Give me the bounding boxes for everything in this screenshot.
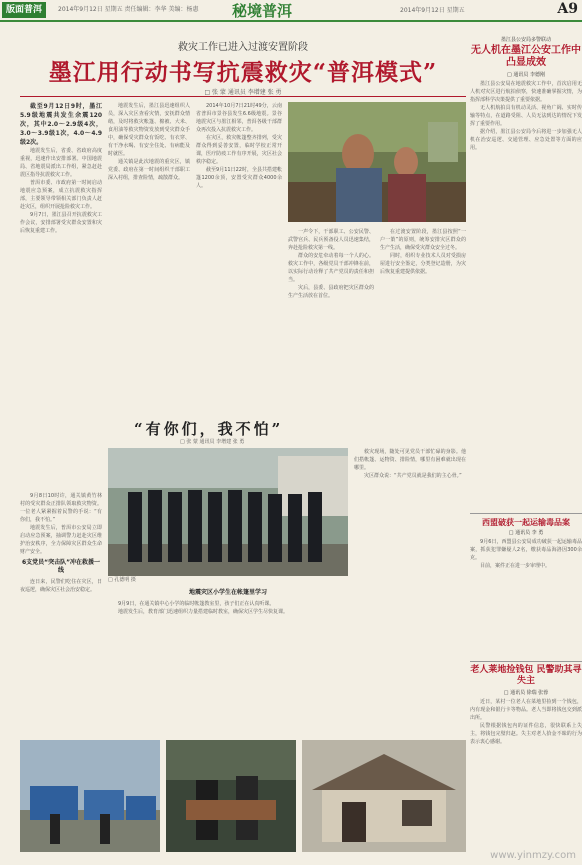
lead-paragraph: 截至9月12日9时，墨江5.9级地震共发生余震120次，其中2.0～2.9级4次，3.0～3.9级1次，4.0～4.9级2次。 (20, 103, 102, 146)
paragraph: 同时，组织专业技术人员对受损房屋进行安全鉴定，分类登记造册，为灾后恢复重建提供依据。 (380, 253, 466, 275)
paragraph: 一声令下，干部职工、公安民警、武警官兵、民兵预备役人员迅速集结，奔赴抢险救灾第一线。 (288, 229, 374, 251)
paragraph: 地震发生后，省委、省政府高度重视，迅速作出安排部署。中国地震局、省地震局派出工作组，紧急赶赴震区指导抗震救灾工作。 (20, 148, 102, 178)
paragraph: 地震发生后，墨江县迅速组织人员，深入灾区查看灾情，安抚群众情绪，及时将救灾帐篷、棉被、大米、食用油等救灾物资发放到受灾群众手中，确保受灾群众有饭吃、有衣穿、有干净水喝、有安全住处、有病能及时就医。 (108, 103, 190, 157)
paragraph: 在过渡安置阶段，墨江县按照“一户一策”的原则，统筹安排灾区群众的生产生活，确保受灾群众安全过冬。 (380, 229, 466, 251)
main-article (20, 24, 466, 865)
paragraph: 灾后，县委、县政府把灾区群众的生产生活放在首位。 (288, 285, 374, 299)
paragraph: 2014年10月7日21时49分，云南省普洱市景谷县发生6.6级地震。景谷地震灾区与墨江相邻，普洱各级干部群众再次投入抗震救灾工作。 (196, 103, 282, 133)
paragraph: 在灾区，救灾帐篷整齐排列，受灾群众得到妥善安置，临时学校正常开课，医疗防疫工作有序开展，灾区社会秩序稳定。 (196, 135, 282, 165)
lower-subhead: 6支党员“突击队”冲在救援一线 (21, 559, 101, 574)
photo-damaged-house (302, 740, 466, 852)
sidebar-text-1 (470, 80, 582, 510)
paragraph: 地震发生后，普洱市公安局立即启动应急预案，抽调警力赶赴灾区维护治安秩序，全力保障灾区群众生命财产安全。 (20, 525, 102, 555)
sidebar-divider (470, 661, 582, 662)
column-title: 秘境普洱 (232, 2, 293, 20)
paragraph: 民警根据钱包内的证件信息，很快联系上失主，将钱包完璧归赵。失主对老人拾金不昧的行为表示衷心感谢。 (470, 723, 582, 745)
paragraph: 群众的安危牵动着每一个人的心。救灾工作中，各级党员干部冲锋在前，以实际行动诠释了共产党员的责任和担当。 (288, 253, 374, 283)
photo-police-lineup (108, 448, 348, 576)
secondary-byline: □ 张 蒙 通讯员 李增建 张 勇 (180, 439, 245, 445)
paragraph: 截至9月11日22时，全县共搭建帐篷1200余顶，安置受灾群众4000余人。 (196, 167, 282, 189)
paragraph: 9月7日，墨江县召开抗震救灾工作会议，安排部署受灾群众安置和灾后恢复重建工作。 (20, 212, 102, 234)
lower-right-subhead: 地震灾区小学生在帐篷里学习 (188, 589, 267, 596)
text-column-2 (108, 102, 190, 432)
paragraph: 9月6日，西盟县公安局成功破获一起运输毒品案，抓获犯罪嫌疑人2名，缴获毒品海洛因300余克。 (470, 539, 582, 561)
sidebar-byline-3: □ 通讯员 徐瑞 张蓉 (503, 690, 549, 696)
article-byline: □ 张 蒙 通讯员 李增建 张 勇 (204, 89, 282, 96)
sidebar-text-2 (470, 538, 582, 658)
paragraph: 墨江县公安局在地震救灾工作中，首次启用无人机对灾区进行航拍侦察，快速准确掌握灾情，为指挥部科学决策提供了重要依据。 (470, 81, 582, 103)
photo-caption: □ 孔德明 摄 (108, 577, 136, 583)
paragraph: 普洱市委、市政府第一时间启动地震应急预案，成立抗震救灾指挥部，主要领导带领相关部门负责人赶赴灾区，组织开展抢险救灾工作。 (20, 180, 102, 210)
masthead: 版面普洱 (2, 2, 46, 18)
photo-rescuers (166, 740, 296, 852)
headline-rule (20, 96, 466, 97)
sidebar (470, 24, 582, 865)
photo-tents (20, 740, 160, 852)
article-kicker: 救灾工作已进入过渡安置阶段 (178, 42, 308, 53)
sidebar-byline-2: □ 通讯员 李 勇 (508, 530, 544, 536)
article-headline: 墨江用行动书写抗震救灾“普洱模式” (48, 59, 438, 86)
paragraph: 9月9日，在通关镇中心小学的临时帐篷教室里，孩子们正在认真听课。 (118, 601, 275, 607)
paragraph: 近日，某村一位老人在菜地里捡到一个钱包，内有现金和银行卡等物品。老人当即将钱包交到派出所。 (470, 699, 582, 721)
secondary-headline: “有你们，我不怕” (134, 420, 284, 438)
header-date: 2014年9月12日 星期五 (400, 7, 465, 14)
sidebar-headline-1: 无人机在墨江公安工作中凸显成效 (471, 45, 581, 68)
paragraph: 地震发生后，教育部门迅速组织力量搭建临时教室，确保灾区学生尽快复课。 (118, 609, 289, 615)
site-watermark: www.yinmzy.com (490, 850, 576, 861)
paragraph: 通关镇是此次地震的重灾区，镇党委、政府在第一时间组织干部职工深入村组，排查险情，疏散群众。 (108, 159, 190, 181)
paragraph: 救灾现场，随处可见党员干部忙碌的身影。他们搭帐篷、运物资、排险情，哪里有困难就出现在哪里。 (354, 449, 466, 471)
text-column-4 (288, 228, 374, 432)
sidebar-divider (470, 513, 582, 514)
paragraph: 灾区群众说：“共产党员就是我们的主心骨。” (364, 473, 462, 479)
paragraph: 9月8日10时许，通关镇黄竹林村的受灾群众正排队领取救灾物资。一位老人紧紧握着民警的手说：“有你们，我不怕。” (20, 493, 102, 523)
masthead-subtitle: 2014年9月12日 星期五 责任编辑：李华 美编：杨惠 (58, 6, 199, 13)
paragraph: 无人机航拍具有机动灵活、视角广阔、实时传输等特点，在道路受阻、人员无法到达的情况下发挥了重要作用。 (470, 105, 582, 127)
sidebar-byline-1: □ 通讯员 李德刚 (507, 72, 545, 78)
lower-right-upper-column (354, 448, 466, 638)
text-column-5 (380, 228, 466, 432)
sidebar-text-3 (470, 698, 582, 865)
sidebar-kicker: 墨江县公安局多警联动 (500, 37, 551, 43)
paragraph: 目前，案件正在进一步审理中。 (480, 563, 551, 569)
paragraph: 连日来，民警们吃住在灾区，日夜巡逻，确保灾区社会治安稳定。 (20, 579, 102, 593)
page-header (0, 0, 582, 22)
sidebar-headline-3: 老人莱地捡钱包 民警助其寻失主 (470, 665, 582, 686)
text-column-1 (20, 102, 102, 482)
paragraph: 据介绍，墨江县公安局今后将进一步加强无人机在治安巡逻、交通管理、应急处置等方面的应用。 (470, 129, 582, 151)
sidebar-headline-2: 西盟破获一起运输毒品案 (482, 517, 570, 527)
photo-villagers (288, 102, 466, 222)
below-photo-text (108, 586, 348, 736)
page-number: A9 (557, 1, 578, 17)
text-column-3 (196, 102, 282, 432)
